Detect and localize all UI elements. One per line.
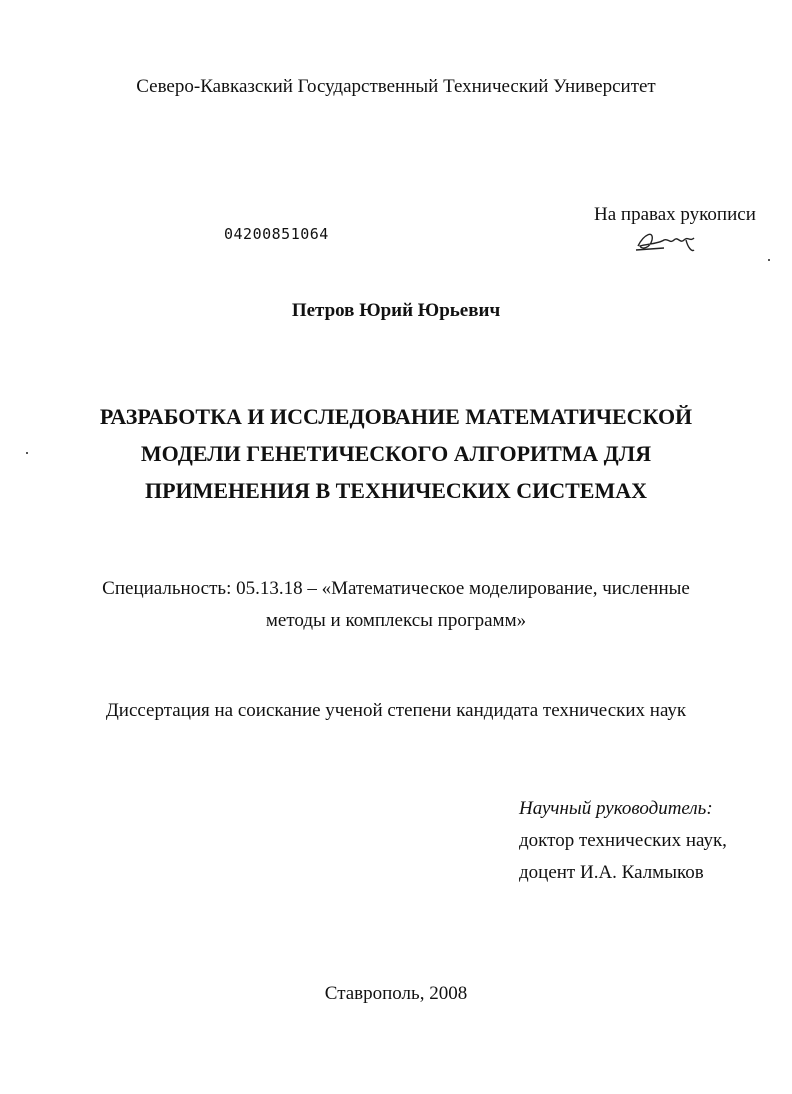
supervisor-block	[519, 793, 727, 889]
title-line: РАЗРАБОТКА И ИССЛЕДОВАНИЕ МАТЕМАТИЧЕСКОЙ	[99, 404, 693, 429]
specialty	[0, 573, 792, 637]
catalog-number: 04200851064	[224, 225, 329, 243]
city-year: Ставрополь, 2008	[324, 983, 468, 1004]
dissertation-title	[0, 398, 792, 509]
title-line: МОДЕЛИ ГЕНЕТИЧЕСКОГО АЛГОРИТМА ДЛЯ	[140, 441, 652, 466]
specialty-line: Специальность: 05.13.18 – «Математическое моделирование, численные	[102, 578, 690, 599]
signature	[634, 226, 704, 262]
supervisor-line: доктор технических наук,	[519, 830, 727, 851]
specialty-line: методы и комплексы программ»	[265, 610, 527, 631]
university-name: Северо-Кавказский Государственный Технический Университет	[136, 76, 656, 97]
rights-note: На правах рукописи	[594, 204, 756, 225]
author-name: Петров Юрий Юрьевич	[291, 300, 501, 321]
supervisor-line: доцент И.А. Калмыков	[519, 862, 704, 883]
signature-icon	[634, 226, 704, 256]
supervisor-label: Научный руководитель:	[519, 798, 713, 819]
degree-statement: Диссертация на соискание ученой степени кандидата технических наук	[105, 700, 687, 721]
title-line: ПРИМЕНЕНИЯ В ТЕХНИЧЕСКИХ СИСТЕМАХ	[144, 478, 648, 503]
scan-speck	[768, 259, 770, 261]
